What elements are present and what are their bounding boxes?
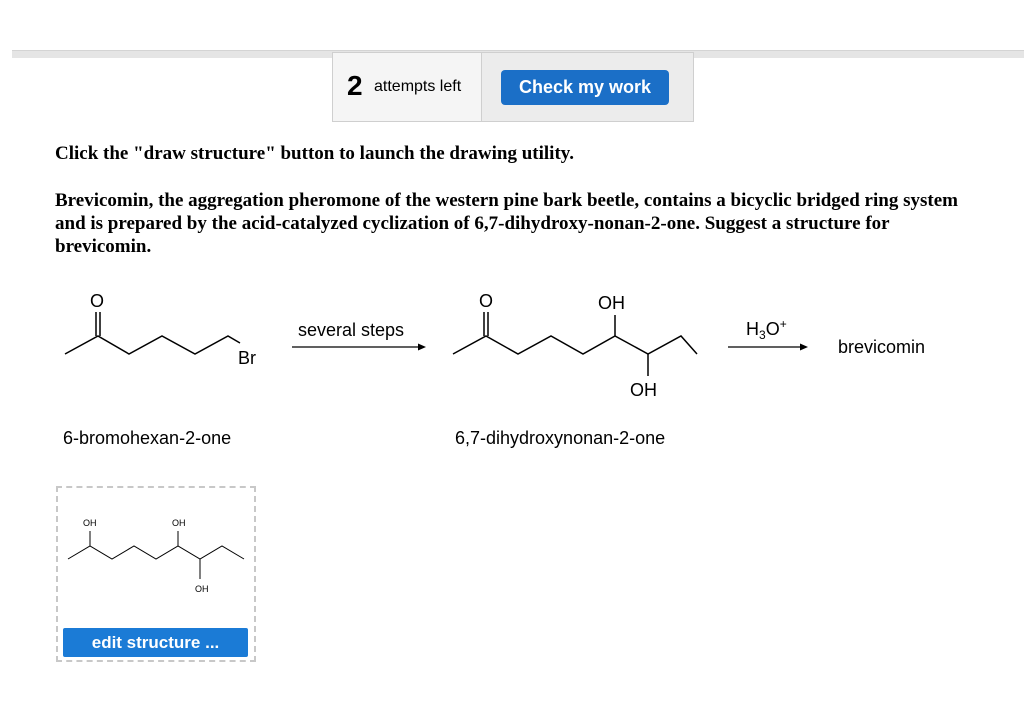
reagent-o: O <box>765 319 780 339</box>
brevicomin-label: brevicomin <box>838 337 926 357</box>
arrow-2-head <box>800 344 808 351</box>
drawn-oh-3: OH <box>195 584 209 594</box>
bromohexanone-structure <box>65 312 240 354</box>
drawn-oh-2: OH <box>172 518 186 528</box>
start-oxygen-label: O <box>90 291 105 311</box>
reagent-h: H <box>746 319 759 339</box>
edit-structure-button[interactable]: edit structure ... <box>63 628 248 657</box>
reagent-superscript: + <box>779 317 787 331</box>
drawn-oh-1: OH <box>83 518 97 528</box>
intermediate-compound-name: 6,7-dihydroxynonan-2-one <box>455 428 666 448</box>
oh-bottom-label: OH <box>630 380 657 400</box>
oh-top-label: OH <box>598 293 625 313</box>
instruction-text: Click the "draw structure" button to launch the drawing utility. <box>55 143 574 164</box>
several-steps-label: several steps <box>298 320 405 340</box>
start-compound-name: 6-bromohexan-2-one <box>63 428 232 448</box>
intermediate-oxygen-label: O <box>479 291 494 311</box>
question-text: Brevicomin, the aggregation pheromone of the western pine bark beetle, contains a bicyclic bridged ring system and is prepared by the acid-catalyzed cyclization of 6,7-dihydroxy-nonan-2-one. Suggest a structure for brevicomin. <box>55 190 958 257</box>
arrow-1-head <box>418 344 426 351</box>
bromine-label: Br <box>238 348 256 368</box>
reagent-subscript: 3 <box>759 328 766 342</box>
check-my-work-button[interactable]: Check my work <box>501 70 669 105</box>
reagent-label <box>746 317 787 342</box>
dihydroxynonanone-structure <box>453 312 697 376</box>
attempts-count: 2 <box>347 70 363 101</box>
attempts-label: attempts left <box>374 78 462 95</box>
